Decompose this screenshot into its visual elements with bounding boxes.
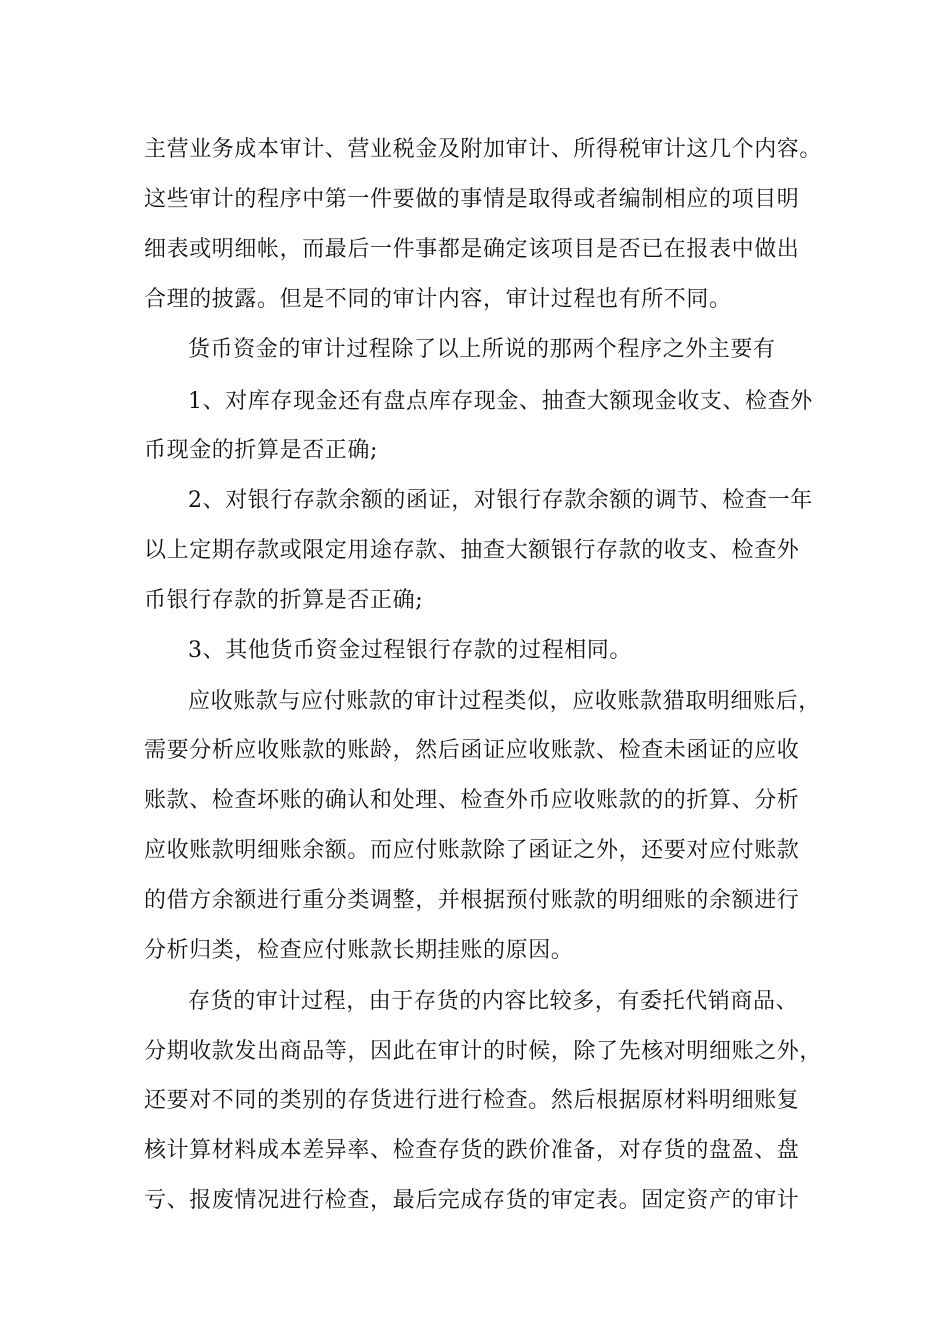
text-line: 分析归类，检查应付账款长期挂账的原因。 — [144, 938, 574, 963]
text-line: 合理的披露。但是不同的审计内容，审计过程也有所不同。 — [144, 287, 732, 312]
text-line: 需要分析应收账款的账龄，然后函证应收账款、检查未函证的应收 — [144, 738, 800, 763]
text-line: 主营业务成本审计、营业税金及附加审计、所得税审计这几个内容。 — [144, 137, 823, 162]
paragraph-start-line: 应收账款与应付账款的审计过程类似，应收账款猎取明细账后， — [188, 689, 821, 714]
list-item-line: 3、其他货币资金过程银行存款的过程相同。 — [188, 638, 632, 663]
text-line: 亏、报废情况进行检查，最后完成存货的审定表。固定资产的审计 — [144, 1188, 800, 1213]
text-line: 币银行存款的折算是否正确; — [144, 588, 424, 613]
list-item-line: 1、对库存现金还有盘点库存现金、抽查大额现金收支、检查外 — [188, 389, 813, 414]
text-line: 这些审计的程序中第一件要做的事情是取得或者编制相应的项目明 — [144, 187, 800, 212]
text-line: 细表或明细帐，而最后一件事都是确定该项目是否已在报表中做出 — [144, 237, 800, 262]
text-line: 分期收款发出商品等，因此在审计的时候，除了先核对明细账之外， — [144, 1039, 823, 1064]
paragraph-start-line: 货币资金的审计过程除了以上所说的那两个程序之外主要有 — [188, 337, 776, 362]
paragraph-start-line: 存货的审计过程，由于存货的内容比较多，有委托代销商品、 — [188, 989, 799, 1014]
text-line: 币现金的折算是否正确; — [144, 438, 379, 463]
text-line: 的借方余额进行重分类调整，并根据预付账款的明细账的余额进行 — [144, 888, 800, 913]
text-line: 以上定期存款或限定用途存款、抽查大额银行存款的收支、检查外 — [144, 538, 800, 563]
text-line: 还要对不同的类别的存货进行进行检查。然后根据原材料明细账复 — [144, 1088, 800, 1113]
text-line: 核计算材料成本差异率、检查存货的跌价准备，对存货的盘盈、盘 — [144, 1138, 800, 1163]
list-item-line: 2、对银行存款余额的函证，对银行存款余额的调节、检查一年 — [188, 488, 813, 513]
text-line: 账款、检查坏账的确认和处理、检查外币应收账款的的折算、分析 — [144, 788, 800, 813]
text-line: 应收账款明细账余额。而应付账款除了函证之外，还要对应付账款 — [144, 838, 800, 863]
